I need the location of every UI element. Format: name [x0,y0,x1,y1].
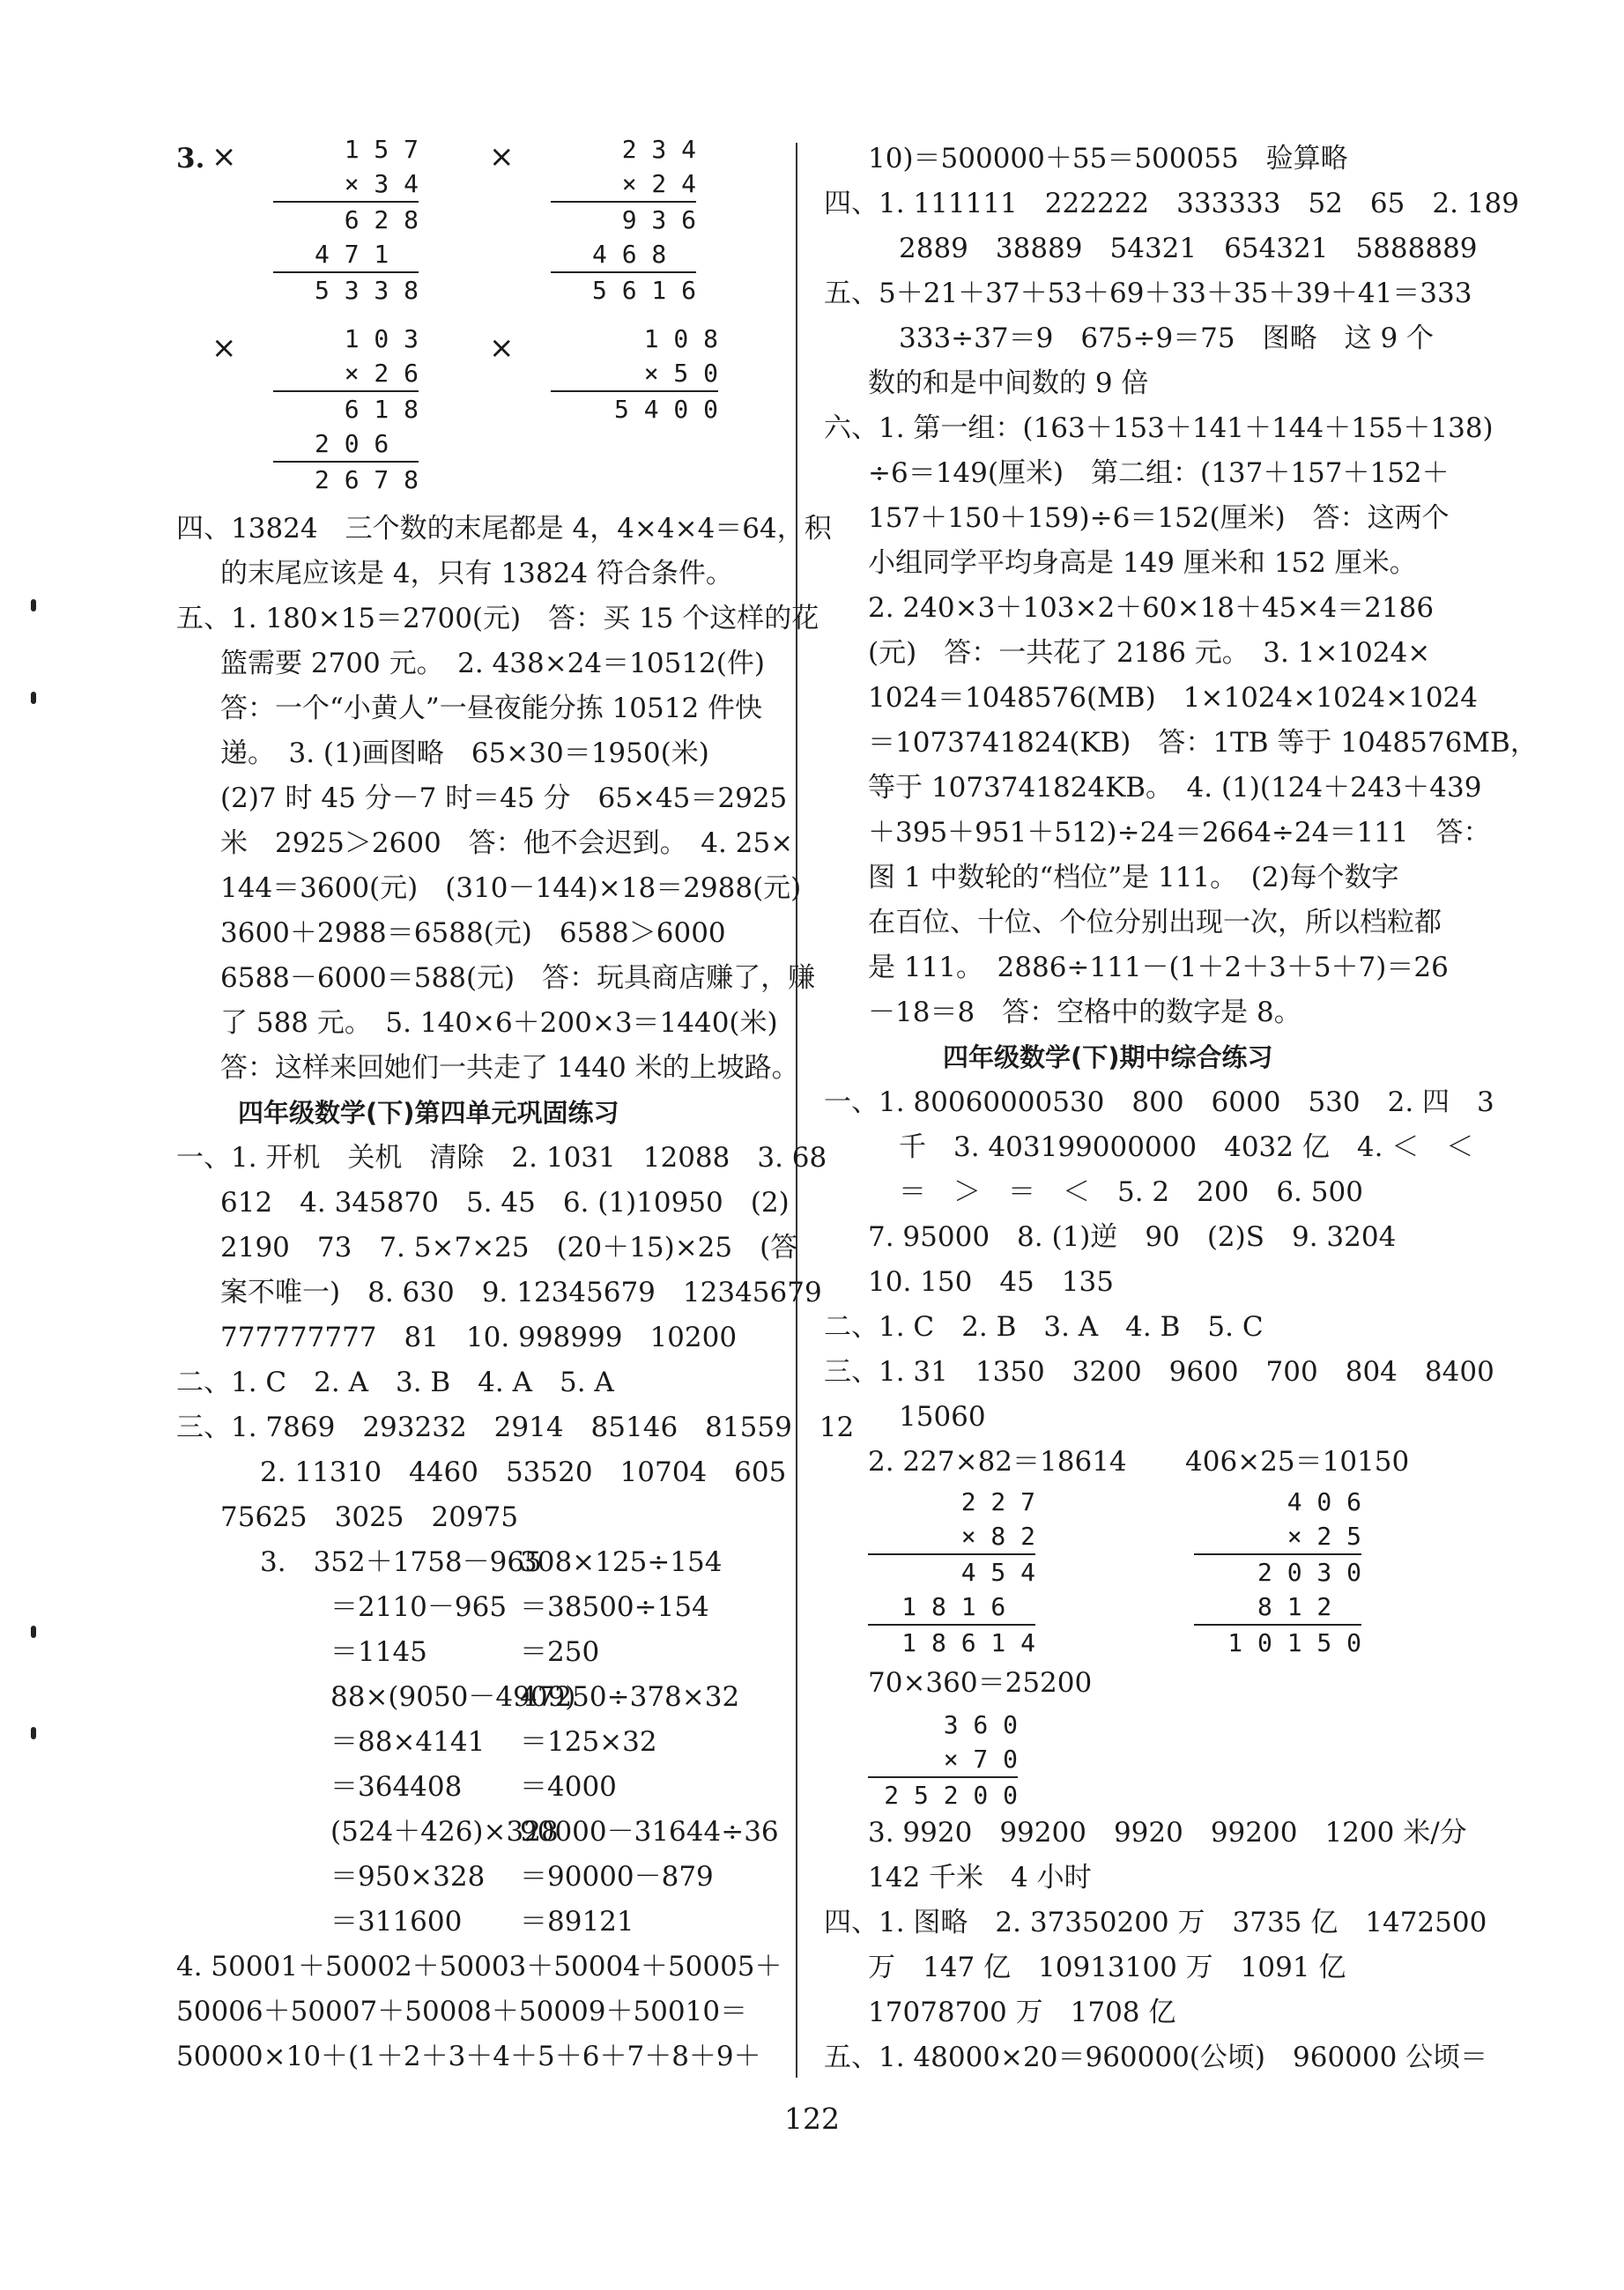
wrong-mark: × [489,330,515,366]
text-line: 答：这样来回她们一共走了 1440 米的上坡路。 [220,1052,799,1084]
text-line: 四、1. 111111 222222 333333 52 65 2. 189 [824,188,1519,219]
calc-step: ＝250 [520,1636,600,1668]
calc-step: ＝1145 [330,1636,427,1668]
margin-mark [31,1727,36,1739]
text-line: 75625 3025 20975 [220,1501,519,1533]
calc-step: 90000－31644÷36 [520,1816,779,1848]
section-heading: 四年级数学(下)期中综合练习 [943,1042,1273,1072]
calc-step: ＝364408 [330,1771,463,1803]
mult-row: 2 2 7 [960,1487,1035,1516]
text-line: 二、1. C 2. B 3. A 4. B 5. C [824,1311,1264,1343]
text-line: 图 1 中数轮的“档位”是 111。 (2)每个数字 [868,862,1399,893]
mult-row: 9 3 6 [621,205,696,234]
text-line: 五、1. 180×15＝2700(元) 答：买 15 个这样的花 [176,603,819,634]
calc-step: 308×125÷154 [520,1546,723,1578]
text-line: －18＝8 答：空格中的数字是 8。 [868,997,1301,1028]
mult-row: 8 1 2 [1194,1590,1361,1626]
text-line: 10)＝500000＋55＝500055 验算略 [868,143,1348,174]
text-line: 六、1. 第一组：(163＋153＋141＋144＋155＋138) [824,412,1494,444]
text-line: 了 588 元。 5. 140×6＋200×3＝1440(米) [220,1007,778,1039]
mult-row: 3 6 0 [943,1710,1018,1739]
text-line: 2. 240×3＋103×2＋60×18＋45×4＝2186 [868,592,1435,624]
mult-row: 6 1 8 [344,395,419,424]
mult-row: × 2 6 [273,356,419,392]
mult-row: 6 2 8 [344,205,419,234]
text-line: 是 111。 2886÷111－(1＋2＋3＋5＋7)＝26 [868,952,1449,983]
text-line: 7. 95000 8. (1)逆 90 (2)S 9. 3204 [868,1221,1397,1253]
text-line: 五、1. 48000×20＝960000(公顷) 960000 公顷＝ [824,2042,1488,2073]
text-line: 406×25＝10150 [1185,1446,1410,1478]
calc-step: ＝950×328 [330,1861,486,1893]
text-line: 1024＝1048576(MB) 1×1024×1024×1024 [868,682,1478,714]
text-line: 3600＋2988＝6588(元) 6588＞6000 [220,917,726,949]
text-line: 万 147 亿 10913100 万 1091 亿 [868,1952,1346,1983]
mult-row: 2 0 6 [273,426,419,463]
vertical-multiplication [273,322,419,497]
text-line: 米 2925＞2600 答：他不会迟到。 4. 25× [220,827,794,859]
text-line: 50000×10＋(1＋2＋3＋4＋5＋6＋7＋8＋9＋ [176,2041,761,2072]
text-line: 333÷37＝9 675÷9＝75 图略 这 9 个 [899,322,1435,354]
text-line: 千 3. 403199000000 4032 亿 4. ＜ ＜ [899,1131,1474,1163]
text-line: 等于 1073741824KB。 4. (1)(124＋243＋439 [868,772,1482,804]
text-line: 2. 11310 4460 53520 10704 605 [260,1456,787,1488]
vertical-multiplication [551,322,718,426]
mult-row: 1 0 1 5 0 [1227,1628,1361,1657]
text-line: ＝1073741824(KB) 答：1TB 等于 1048576MB， [868,727,1538,759]
mult-row: 1 0 8 [643,324,718,353]
text-line: 的末尾应该是 4，只有 13824 符合条件。 [220,558,733,589]
text-line: 三、1. 7869 293232 2914 85146 81559 12 [176,1412,855,1443]
vertical-multiplication [868,1485,1035,1660]
vertical-multiplication [1194,1485,1361,1660]
text-line: 4. 50001＋50002＋50003＋50004＋50005＋ [176,1951,782,1982]
text-line: 144＝3600(元) (310－144)×18＝2988(元) [220,872,802,904]
text-line: 6588－6000＝588(元) 答：玩具商店赚了，赚 [220,962,816,994]
mult-row: 4 0 6 [1287,1487,1361,1516]
mult-row: 5 6 1 6 [591,276,696,305]
margin-mark [31,599,36,611]
text-line: (2)7 时 45 分－7 时＝45 分 65×45＝2925 [220,782,788,814]
calc-step: ＝38500÷154 [520,1591,709,1623]
calc-step: 47250÷378×32 [520,1681,740,1713]
calc-step: ＝88×4141 [330,1726,486,1758]
mult-row: 4 5 4 [960,1558,1035,1587]
wrong-mark: × [489,139,515,174]
margin-mark [31,1626,36,1638]
mult-row: 1 5 7 [344,135,419,164]
text-line: 142 千米 4 小时 [868,1862,1092,1894]
mult-row: 5 3 3 8 [314,276,419,305]
text-line: 二、1. C 2. A 3. B 4. A 5. A [176,1367,614,1398]
text-line: 答：一个“小黄人”一昼夜能分拣 10512 件快 [220,693,763,724]
text-line: 15060 [899,1401,986,1433]
text-line: 三、1. 31 1350 3200 9600 700 804 8400 [824,1356,1494,1388]
text-line: 777777777 81 10. 998999 10200 [220,1322,738,1353]
text-line: 五、5＋21＋37＋53＋69＋33＋35＋39＋41＝333 [824,278,1472,309]
mult-row: 4 6 8 [551,237,696,273]
calc-step: (524＋426)×328 [330,1816,559,1848]
text-line: 在百位、十位、个位分别出现一次，所以档粒都 [868,907,1442,938]
text-line: 一、1. 开机 关机 清除 2. 1031 12088 3. 68 [176,1142,827,1174]
mult-row: 1 8 6 1 4 [901,1628,1035,1657]
mult-row: 1 0 3 [344,324,419,353]
vertical-multiplication [868,1708,1018,1812]
calc-step: ＝89121 [520,1906,634,1938]
text-line: 17078700 万 1708 亿 [868,1997,1176,2028]
text-line: 一、1. 80060000530 800 6000 530 2. 四 3 [824,1086,1494,1118]
mult-row: × 2 5 [1194,1519,1361,1555]
text-line: (元) 答：一共花了 2186 元。 3. 1×1024× [868,637,1431,669]
text-line: 612 4. 345870 5. 45 6. (1)10950 (2) [220,1187,790,1219]
text-line: 2889 38889 54321 654321 5888889 [899,233,1478,264]
mult-row: × 2 4 [551,167,696,203]
page-number: 122 [784,2101,840,2136]
section-heading: 四年级数学(下)第四单元巩固练习 [238,1098,619,1128]
mult-row: × 7 0 [868,1742,1018,1778]
text-line: 50006＋50007＋50008＋50009＋50010＝ [176,1996,748,2027]
text-line: 案不唯一) 8. 630 9. 12345679 12345679 [220,1277,822,1308]
text-line: 70×360＝25200 [868,1667,1093,1699]
mult-row: × 5 0 [551,356,718,392]
margin-mark [31,692,36,704]
mult-row: × 3 4 [273,167,419,203]
q3-label: 3. [176,143,205,174]
mult-row: 2 3 4 [621,135,696,164]
wrong-mark: × [211,139,237,174]
text-line: 数的和是中间数的 9 倍 [868,367,1149,399]
calc-step: 88×(9050－4909) [330,1681,576,1713]
text-line: 递。 3. (1)画图略 65×30＝1950(米) [220,737,709,769]
text-line: 3. 9920 99200 9920 99200 1200 米/分 [868,1817,1467,1849]
calc-step: ＝90000－879 [520,1861,714,1893]
mult-row: 5 4 0 0 [613,395,718,424]
calc-step: ＝125×32 [520,1726,657,1758]
vertical-multiplication [551,132,696,308]
calc-step: ＝4000 [520,1771,617,1803]
calc-step: ＝2110－965 [330,1591,508,1623]
text-line: ＝ ＞ ＝ ＜ 5. 2 200 6. 500 [899,1176,1363,1208]
text-line: 四、1. 图略 2. 37350200 万 3735 亿 1472500 [824,1907,1487,1938]
mult-row: 2 0 3 0 [1257,1558,1361,1587]
calc-step: ＝311600 [330,1906,463,1938]
text-line: 小组同学平均身高是 149 厘米和 152 厘米。 [868,547,1417,579]
text-line: ＋395＋951＋512)÷24＝2664÷24＝111 答： [868,817,1491,849]
text-line: 四、13824 三个数的末尾都是 4，4×4×4＝64，积 [176,513,832,545]
text-line: 157＋150＋159)÷6＝152(厘米) 答：这两个 [868,502,1450,534]
mult-row: 1 8 1 6 [868,1590,1035,1626]
calc-step: 3. 352＋1758－965 [260,1546,542,1578]
text-line: ÷6＝149(厘米) 第二组：(137＋157＋152＋ [868,457,1450,489]
wrong-mark: × [211,330,237,366]
text-line: 2. 227×82＝18614 [868,1446,1127,1478]
mult-row: × 8 2 [868,1519,1035,1555]
mult-row: 4 7 1 [273,237,419,273]
column-divider [796,143,797,2078]
text-line: 2190 73 7. 5×7×25 (20＋15)×25 (答 [220,1232,798,1264]
text-line: 10. 150 45 135 [868,1266,1114,1298]
mult-row: 2 6 7 8 [314,465,419,494]
vertical-multiplication [273,132,419,308]
mult-row: 2 5 2 0 0 [884,1781,1018,1810]
text-line: 篮需要 2700 元。 2. 438×24＝10512(件) [220,648,765,679]
